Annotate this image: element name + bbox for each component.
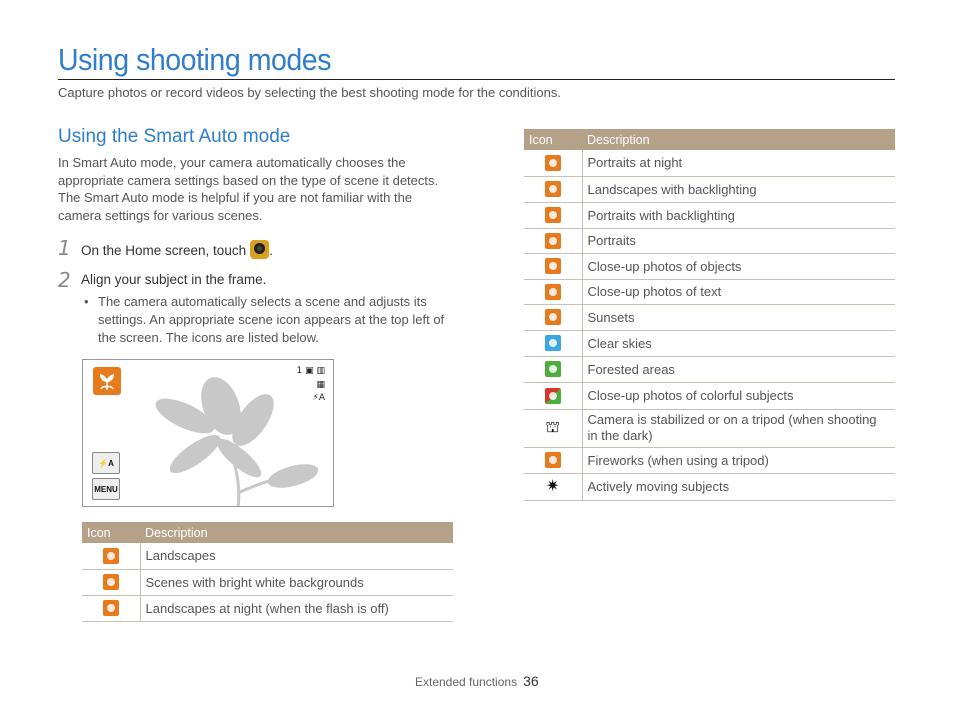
- white-background-icon: [103, 574, 119, 590]
- row-description: Clear skies: [582, 330, 895, 356]
- table-row: [524, 176, 895, 202]
- footer-section-label: Extended functions: [415, 675, 518, 689]
- fireworks-icon: [545, 452, 561, 468]
- camera-screen-illustration: [82, 359, 334, 507]
- bullet-marker: •: [84, 294, 89, 309]
- row-description: Close-up photos of text: [582, 279, 895, 304]
- row-description: Portraits: [582, 228, 895, 253]
- step-1-label: On the Home screen, touch: [81, 243, 247, 258]
- section-title: Using the Smart Auto mode: [58, 126, 291, 147]
- shot-count: 1: [296, 366, 303, 376]
- row-description: Actively moving subjects: [582, 473, 895, 500]
- table-row: [82, 595, 453, 621]
- row-description: Sunsets: [582, 304, 895, 330]
- table-row: [524, 228, 895, 253]
- table-row: [524, 356, 895, 382]
- flash-auto-icon: ⚡A: [312, 393, 325, 403]
- page-number: 36: [523, 673, 539, 689]
- macro-icon: [545, 258, 561, 274]
- table-row: [524, 150, 895, 176]
- backlight-portrait-icon: [545, 207, 561, 223]
- page-title: Using shooting modes: [58, 42, 331, 77]
- column-header-description: Description: [140, 522, 453, 543]
- step-2-number: 2: [58, 268, 71, 292]
- flower-illustration: [143, 368, 323, 507]
- memory-icon: ▣: [305, 366, 314, 376]
- flash-button[interactable]: ⚡A: [92, 452, 120, 474]
- backlight-landscape-icon: [545, 181, 561, 197]
- row-description: Portraits with backlighting: [582, 202, 895, 228]
- portrait-icon: [545, 233, 561, 249]
- column-header-description: Description: [582, 129, 895, 150]
- flash-indicator: [313, 393, 325, 403]
- column-header-icon: Icon: [524, 129, 582, 150]
- step-2-text: Align your subject in the frame.: [81, 272, 267, 287]
- forest-icon: [545, 361, 561, 377]
- row-description: Landscapes with backlighting: [582, 176, 895, 202]
- step-1-suffix: .: [269, 243, 273, 258]
- table-row: [82, 543, 453, 569]
- row-description: Forested areas: [582, 356, 895, 382]
- row-description: Portraits at night: [582, 150, 895, 176]
- image-size-indicator: [316, 380, 325, 390]
- scene-icons-table-left: [82, 522, 453, 622]
- battery-icon: ▥: [316, 366, 325, 376]
- column-header-icon: Icon: [82, 522, 140, 543]
- row-description: Landscapes at night (when the flash is off): [140, 595, 453, 621]
- row-description: Landscapes: [140, 543, 453, 569]
- table-row: [524, 330, 895, 356]
- table-row: [524, 202, 895, 228]
- tripod-icon: ⛫: [545, 419, 561, 437]
- section-intro: In Smart Auto mode, your camera automatically chooses the appropriate camera settings based on the type of scene it detects. The Smart Auto mode is helpful if you are not familiar with the camera settings for various scenes.: [58, 155, 439, 223]
- macro-text-icon: [545, 284, 561, 300]
- row-description: Close-up photos of objects: [582, 253, 895, 279]
- landscape-icon: [103, 548, 119, 564]
- table-row: [524, 409, 895, 447]
- action-icon: ✷: [546, 477, 560, 495]
- smart-auto-mode-icon: [250, 240, 269, 259]
- table-row: [524, 304, 895, 330]
- macro-color-icon: [545, 388, 561, 404]
- night-landscape-icon: [103, 600, 119, 616]
- status-indicators: [296, 366, 325, 376]
- page-footer: [415, 673, 539, 689]
- sunset-icon: [545, 309, 561, 325]
- table-row: [524, 253, 895, 279]
- table-row: [82, 569, 453, 595]
- step-1-text: [81, 240, 273, 259]
- row-description: Scenes with bright white backgrounds: [140, 569, 453, 595]
- page-subtitle: Capture photos or record videos by selecting the best shooting mode for the conditions.: [58, 85, 561, 100]
- scene-icons-table-right: [524, 129, 895, 501]
- bullet-text: The camera automatically selects a scene and adjusts its settings. An appropriate scene icon appears at the top left of the screen. The icons are listed below.: [98, 294, 445, 345]
- clear-sky-icon: [545, 335, 561, 351]
- table-row: [524, 473, 895, 500]
- menu-button[interactable]: MENU: [92, 478, 120, 500]
- night-portrait-icon: [545, 155, 561, 171]
- macro-scene-icon: [93, 367, 121, 395]
- image-size-icon: ▦: [316, 380, 325, 390]
- table-row: [524, 279, 895, 304]
- table-row: [524, 447, 895, 473]
- title-divider: [58, 79, 895, 80]
- row-description: Fireworks (when using a tripod): [582, 447, 895, 473]
- table-row: [524, 382, 895, 409]
- step-1-number: 1: [58, 236, 71, 260]
- row-description: Camera is stabilized or on a tripod (when shooting in the dark): [582, 409, 895, 447]
- row-description: Close-up photos of colorful subjects: [582, 382, 895, 409]
